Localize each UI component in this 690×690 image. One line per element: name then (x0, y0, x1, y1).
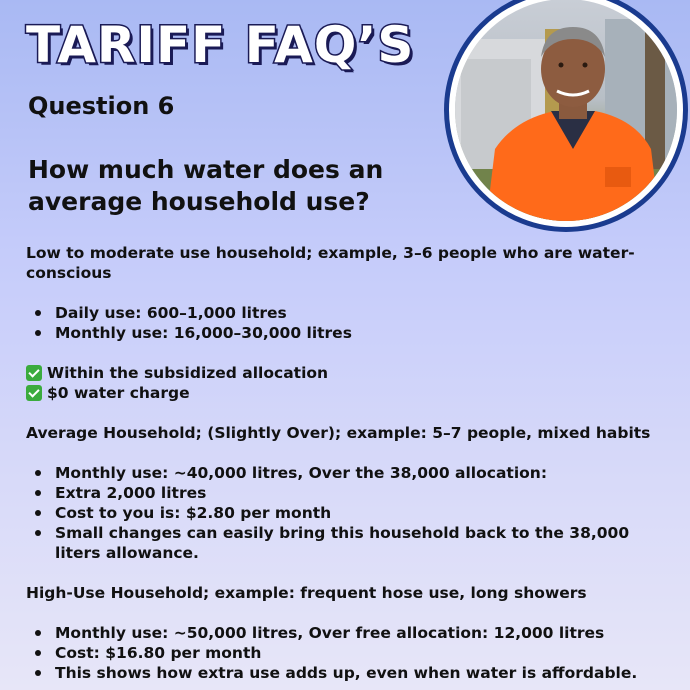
list-item: Monthly use: ~40,000 litres, Over the 38,000 allocation: (26, 463, 676, 483)
check-line (26, 383, 676, 403)
check-text: Within the subsidized allocation (47, 364, 329, 382)
high-use-list (26, 623, 676, 683)
list-item: Daily use: 600–1,000 litres (26, 303, 676, 323)
person-illustration (455, 0, 677, 221)
photo-scene (455, 0, 677, 221)
check-line (26, 363, 676, 383)
shirt-pocket (605, 167, 631, 187)
list-item: Small changes can easily bring this household back to the 38,000 liters allowance. (26, 523, 676, 563)
list-item: This shows how extra use adds up, even when water is affordable. (26, 663, 676, 683)
list-item: Monthly use: ~50,000 litres, Over free allocation: 12,000 litres (26, 623, 676, 643)
list-item: Extra 2,000 litres (26, 483, 676, 503)
question-number: Question 6 (28, 92, 175, 120)
left-eye (559, 63, 564, 68)
average-use-list (26, 463, 676, 563)
low-use-intro: Low to moderate use household; example, 3–6 people who are water-conscious (26, 244, 635, 282)
faq-content (26, 243, 676, 690)
check-mark-icon (26, 365, 42, 381)
high-use-intro: High-Use Household; example: frequent hose use, long showers (26, 584, 587, 602)
profile-photo (444, 0, 688, 232)
average-use-intro: Average Household; (Slightly Over); example: 5–7 people, mixed habits (26, 424, 651, 442)
low-use-checks (26, 363, 676, 403)
list-item: Cost to you is: $2.80 per month (26, 503, 676, 523)
low-use-list (26, 303, 676, 343)
right-eye (583, 63, 588, 68)
list-item: Monthly use: 16,000–30,000 litres (26, 323, 676, 343)
question-heading: How much water does an average household use? (28, 155, 384, 216)
page-title: TARIFF FAQ’S (26, 16, 415, 74)
check-text: $0 water charge (47, 384, 190, 402)
list-item: Cost: $16.80 per month (26, 643, 676, 663)
check-mark-icon (26, 385, 42, 401)
